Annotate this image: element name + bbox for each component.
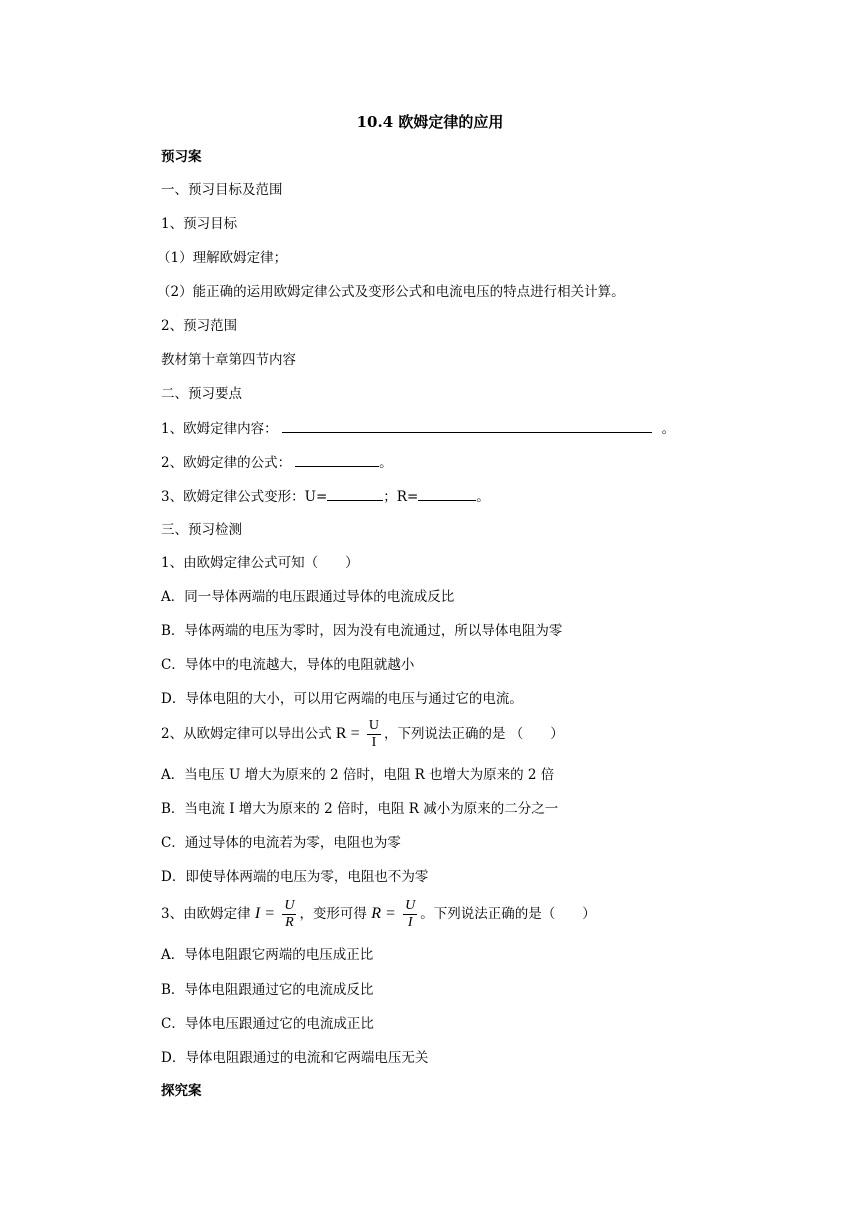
q3-formula2-denominator: I xyxy=(407,915,413,930)
q2-stem-pre: 2、从欧姆定律可以导出公式 xyxy=(161,726,332,742)
range-text: 教材第十章第四节内容 xyxy=(161,352,296,368)
explore-heading: 探究案 xyxy=(161,1083,202,1099)
q2-stem xyxy=(161,718,564,751)
q1-option-a: A．同一导体两端的电压跟通过导体的电流成反比 xyxy=(161,589,455,605)
q1-option-b: B．导体两端的电压为零时，因为没有电流通过，所以导体电阻为零 xyxy=(161,623,563,639)
point-2-label: 2、欧姆定律的公式： xyxy=(161,455,292,471)
section-heading-1: 一、预习目标及范围 xyxy=(161,182,283,198)
q3-formula1-denominator: R xyxy=(285,915,294,930)
q2-formula-numerator: U xyxy=(368,718,380,733)
point-1-blank xyxy=(282,418,652,433)
point-3-blank-r xyxy=(418,486,476,501)
page-title: 10.4 欧姆定律的应用 xyxy=(356,113,504,131)
preview-heading: 预习案 xyxy=(161,149,202,165)
goal-item-2: （2）能正确的运用欧姆定律公式及变形公式和电流电压的特点进行相关计算。 xyxy=(157,284,625,300)
point-3-mid: ；R= xyxy=(383,489,419,505)
q3-formula2-lhs: R = xyxy=(371,905,396,922)
q3-formula2-numerator: U xyxy=(405,898,416,913)
q3-option-d: D．导体电阻跟通过的电流和它两端电压无关 xyxy=(161,1050,429,1066)
q2-option-c: C．通过导体的电流若为零，电阻也为零 xyxy=(161,835,401,851)
q3-option-c: C．导体电压跟通过它的电流成正比 xyxy=(161,1016,374,1032)
q3-formula1-numerator: U xyxy=(284,898,295,913)
goal-item-1: （1）理解欧姆定律； xyxy=(157,250,288,266)
point-3-end: 。 xyxy=(476,489,490,505)
section-heading-3: 三、预习检测 xyxy=(161,522,242,538)
point-1-end: 。 xyxy=(661,421,676,437)
q2-formula-fraction xyxy=(367,718,381,751)
goal-heading: 1、预习目标 xyxy=(161,216,238,232)
q2-option-b: B．当电流 I 增大为原来的 2 倍时，电阻 R 减小为原来的二分之一 xyxy=(161,801,559,817)
q3-stem-post: 。下列说法正确的是（ ） xyxy=(420,906,596,922)
point-3-label: 3、欧姆定律公式变形：U= xyxy=(161,489,328,505)
q3-stem xyxy=(161,898,596,931)
q1-option-c: C．导体中的电流越大，导体的电阻就越小 xyxy=(161,657,415,673)
range-heading: 2、预习范围 xyxy=(161,318,238,334)
point-1 xyxy=(161,418,675,439)
point-1-label: 1、欧姆定律内容： xyxy=(161,421,278,437)
q2-formula-denominator: I xyxy=(371,735,377,750)
q1-option-d: D．导体电阻的大小，可以用它两端的电压与通过它的电流。 xyxy=(161,691,523,707)
q2-stem-post: ，下列说法正确的是 （ ） xyxy=(384,726,564,742)
q2-formula-lhs: R = xyxy=(335,725,360,742)
q3-formula1-lhs: I = xyxy=(254,905,276,922)
point-3 xyxy=(161,486,490,507)
q3-stem-mid: ，变形可得 xyxy=(299,906,367,922)
point-3-blank-u xyxy=(327,486,383,501)
q1-stem: 1、由欧姆定律公式可知（ ） xyxy=(161,555,359,571)
q3-formula2-fraction xyxy=(403,898,417,931)
q2-option-d: D．即使导体两端的电压为零，电阻也不为零 xyxy=(161,869,429,885)
q3-option-b: B．导体电阻跟通过它的电流成反比 xyxy=(161,982,374,998)
q3-stem-pre: 3、由欧姆定律 xyxy=(161,906,251,922)
q3-option-a: A．导体电阻跟它两端的电压成正比 xyxy=(161,947,374,963)
point-2 xyxy=(161,452,393,473)
section-heading-2: 二、预习要点 xyxy=(161,386,242,402)
point-2-blank xyxy=(295,452,379,467)
q3-formula1-fraction xyxy=(282,898,296,931)
q2-option-a: A．当电压 U 增大为原来的 2 倍时，电阻 R 也增大为原来的 2 倍 xyxy=(161,767,555,783)
point-2-end: 。 xyxy=(379,455,393,471)
